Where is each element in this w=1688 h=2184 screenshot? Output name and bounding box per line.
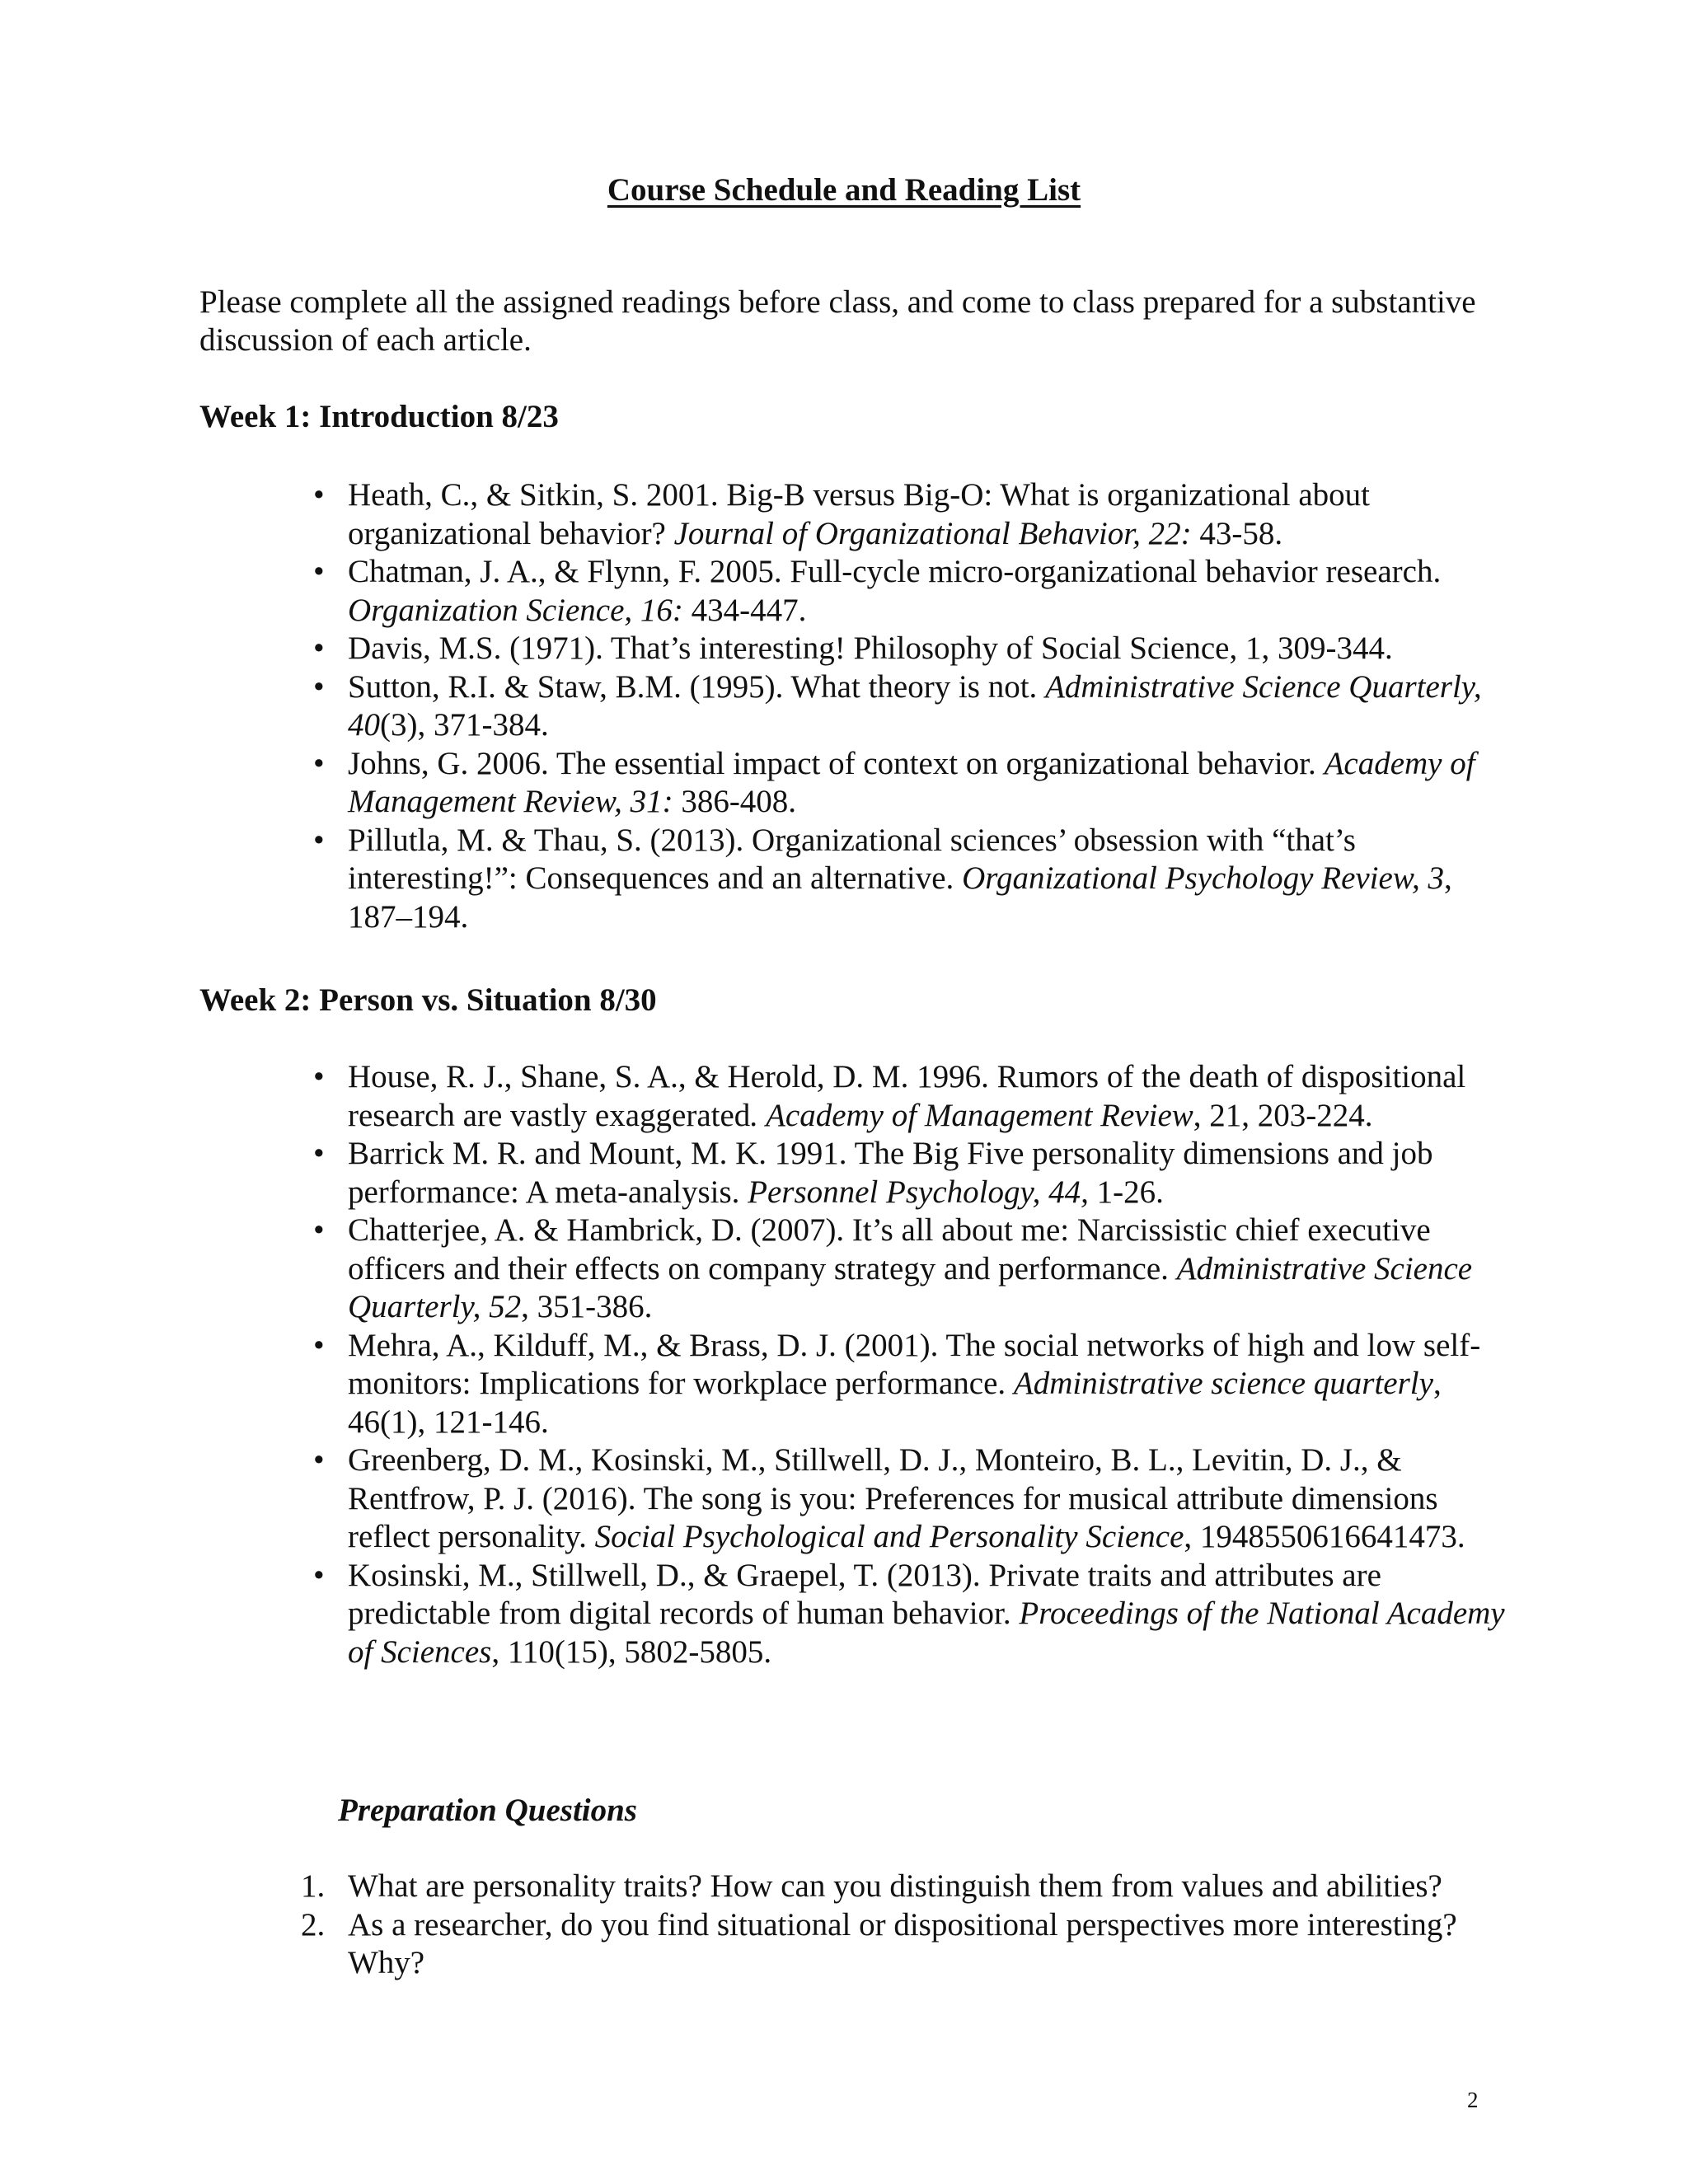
week-2-reading-list [0,1058,1688,1671]
reading-item: • Johns, G. 2006. The essential impact of context on organizational behavior. Academy of Management Review, 31: 386-408. [0,745,1688,822]
intro-paragraph: Please complete all the assigned readings before class, and come to class prepared for a substantive discussion of each article. [199,284,1476,358]
reading-item: • Davis, M.S. (1971). That’s interesting! Philosophy of Social Science, 1, 309-344. [0,630,1688,668]
reading-item: • Heath, C., & Sitkin, S. 2001. Big-B versus Big-O: What is organizational about organizational behavior? Journal of Organizational Behavior, 22: 43-58. [0,476,1688,553]
page-number: 2 [1467,2088,1479,2112]
reading-item: • House, R. J., Shane, S. A., & Herold, D. M. 1996. Rumors of the death of dispositional research are vastly exaggerated. Academy of Management Review, 21, 203-224. [0,1058,1688,1135]
reading-item: • Greenberg, D. M., Kosinski, M., Stillwell, D. J., Monteiro, B. L., Levitin, D. J., & Rentfrow, P. J. (2016). The song is you: Preferences for musical attribute dimensions reflect personality. Social Psychological and Personality Science, 1948550616641473. [0,1441,1688,1557]
reading-item: • Kosinski, M., Stillwell, D., & Graepel, T. (2013). Private traits and attributes are predictable from digital records of human behavior. Proceedings of the National Academy of Sciences, 110(15), 5802-5805. [0,1557,1688,1672]
question-item: 1. What are personality traits? How can you distinguish them from values and abilities? [301,1868,1442,1904]
preparation-questions-list [0,1868,1688,1983]
reading-item: • Chatman, J. A., & Flynn, F. 2005. Full-cycle micro-organizational behavior research. Organization Science, 16: 434-447. [0,553,1688,630]
reading-item: • Mehra, A., Kilduff, M., & Brass, D. J. (2001). The social networks of high and low self-monitors: Implications for workplace performance. Administrative science quarterly, 46(1), 121-146. [0,1327,1688,1442]
week-1-reading-list [0,476,1688,936]
reading-item: • Barrick M. R. and Mount, M. K. 1991. The Big Five personality dimensions and job performance: A meta-analysis. Personnel Psychology, 44, 1-26. [0,1135,1688,1212]
question-item: 2. As a researcher, do you find situational or dispositional perspectives more interesting? Why? [301,1906,1457,1980]
reading-item: • Pillutla, M. & Thau, S. (2013). Organizational sciences’ obsession with “that’s interesting!”: Consequences and an alternative. Organizational Psychology Review, 3, 187–194. [0,822,1688,937]
page-title: Course Schedule and Reading List [607,172,1081,208]
week-1-heading: Week 1: Introduction 8/23 [199,399,559,434]
preparation-questions-heading: Preparation Questions [338,1793,637,1828]
week-2-heading: Week 2: Person vs. Situation 8/30 [199,982,657,1018]
reading-item: • Sutton, R.I. & Staw, B.M. (1995). What theory is not. Administrative Science Quarterly, 40(3), 371-384. [0,668,1688,745]
reading-item: • Chatterjee, A. & Hambrick, D. (2007). It’s all about me: Narcissistic chief executive officers and their effects on company strategy and performance. Administrative Science Quarterly, 52, 351-386. [0,1212,1688,1327]
